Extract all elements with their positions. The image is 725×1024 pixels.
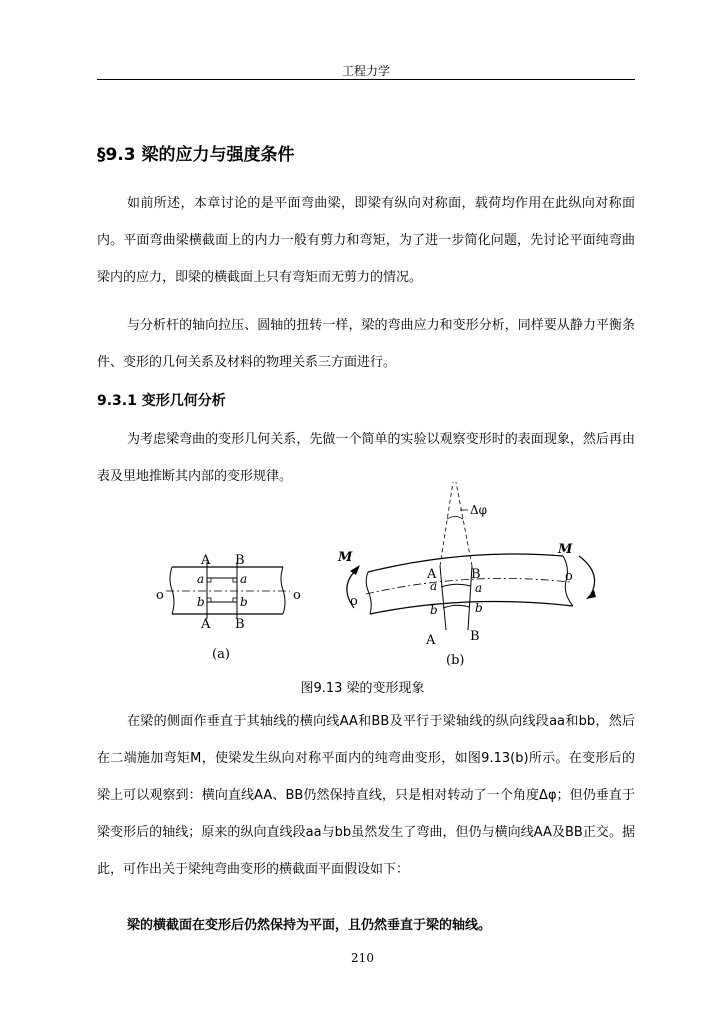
right-angle-mark	[233, 598, 237, 602]
transverse-line-AA	[440, 566, 446, 630]
subfigure-label-a: (a)	[212, 647, 230, 662]
figure-caption: 图9.13 梁的变形现象	[300, 681, 425, 696]
label-A: A	[201, 553, 211, 568]
beam-right-break	[281, 567, 285, 614]
label-o: o	[293, 588, 301, 603]
beam-left-break	[170, 567, 174, 614]
right-angle-mark	[233, 578, 237, 582]
running-header: 工程力学	[341, 64, 390, 78]
figure-b	[337, 482, 596, 668]
beam-bottom-edge	[370, 602, 573, 615]
arrowhead	[350, 565, 360, 575]
label-B: B	[471, 567, 481, 582]
label-B: B	[235, 553, 245, 568]
label-B: B	[470, 629, 480, 644]
label-a: a	[475, 581, 483, 595]
figure-a	[156, 553, 301, 662]
section-title: §9.3 梁的应力与强度条件	[97, 145, 295, 165]
label-o: o	[156, 588, 164, 603]
longitudinal-line-aa	[441, 584, 471, 587]
paragraph-observation: 在梁的侧面作垂直于其轴线的横向线AA和BB及平行于梁轴线的纵向线段aa和bb，然后在二端施加弯矩M，使梁发生纵向对称平面内的纯弯曲变形，如图9.13(b)所示。在变形后的梁上可以观察到：横向直线AA、BB仍然保持直线，只是相对转动了一个角度Δφ；但仍垂直于梁变形后的轴线；原来的纵向直线段aa与bb虽然发生了弯曲，但仍与横向线AA及BB正交。据此，可作出关于梁纯弯曲变形的横截面平面假设如下：	[97, 714, 635, 877]
moment-arrow-right	[579, 556, 595, 596]
header-rule	[97, 79, 635, 80]
subfigure-label-b: (b)	[446, 653, 465, 668]
moment-label-M: M	[558, 542, 573, 557]
label-B: B	[235, 617, 245, 632]
arrowhead	[586, 590, 596, 599]
subsection-title: 9.3.1 变形几何分析	[97, 393, 226, 409]
label-b: b	[430, 603, 438, 617]
label-o: o	[565, 569, 573, 584]
label-b: b	[240, 595, 248, 609]
paragraph-experiment: 为考虑梁弯曲的变形几何关系，先做一个简单的实验以观察变形时的表面现象，然后再由表及里地推断其内部的变形规律。	[97, 432, 635, 484]
angle-label-dphi: Δφ	[470, 503, 488, 517]
label-b: b	[475, 601, 483, 615]
paragraph-plane-hypothesis: 梁的横截面在变形后仍然保持为平面，且仍然垂直于梁的轴线。	[127, 918, 492, 933]
label-a: a	[197, 572, 205, 586]
right-angle-mark	[207, 598, 211, 602]
moment-label-M: M	[338, 550, 353, 565]
beam-deformation-figure	[0, 470, 725, 670]
extension-line	[440, 482, 453, 566]
neutral-axis	[366, 578, 570, 594]
paragraph-method: 与分析杆的轴向拉压、圆轴的扭转一样，梁的弯曲应力和变形分析，同样要从静力平衡条件、变形的几何关系及材料的物理关系三方面进行。	[97, 318, 635, 370]
paragraph-intro: 如前所述，本章讨论的是平面弯曲梁，即梁有纵向对称面，载荷均作用在此纵向对称面内。平面弯曲梁横截面上的内力一般有剪力和弯矩，为了进一步简化问题，先讨论平面纯弯曲梁内的应力，即梁的横截面上只有弯矩而无剪力的情况。	[97, 196, 635, 285]
label-a: a	[430, 579, 438, 593]
label-A: A	[426, 633, 436, 648]
label-a: a	[240, 572, 248, 586]
angle-arc	[447, 517, 463, 520]
extension-line	[456, 482, 472, 566]
label-b: b	[197, 595, 205, 609]
right-angle-mark	[207, 578, 211, 582]
beam-top-edge	[368, 554, 563, 572]
label-A: A	[201, 617, 211, 632]
label-A: A	[427, 567, 437, 582]
label-o: o	[350, 594, 358, 609]
longitudinal-line-bb	[443, 605, 469, 608]
page-number: 210	[351, 951, 374, 965]
